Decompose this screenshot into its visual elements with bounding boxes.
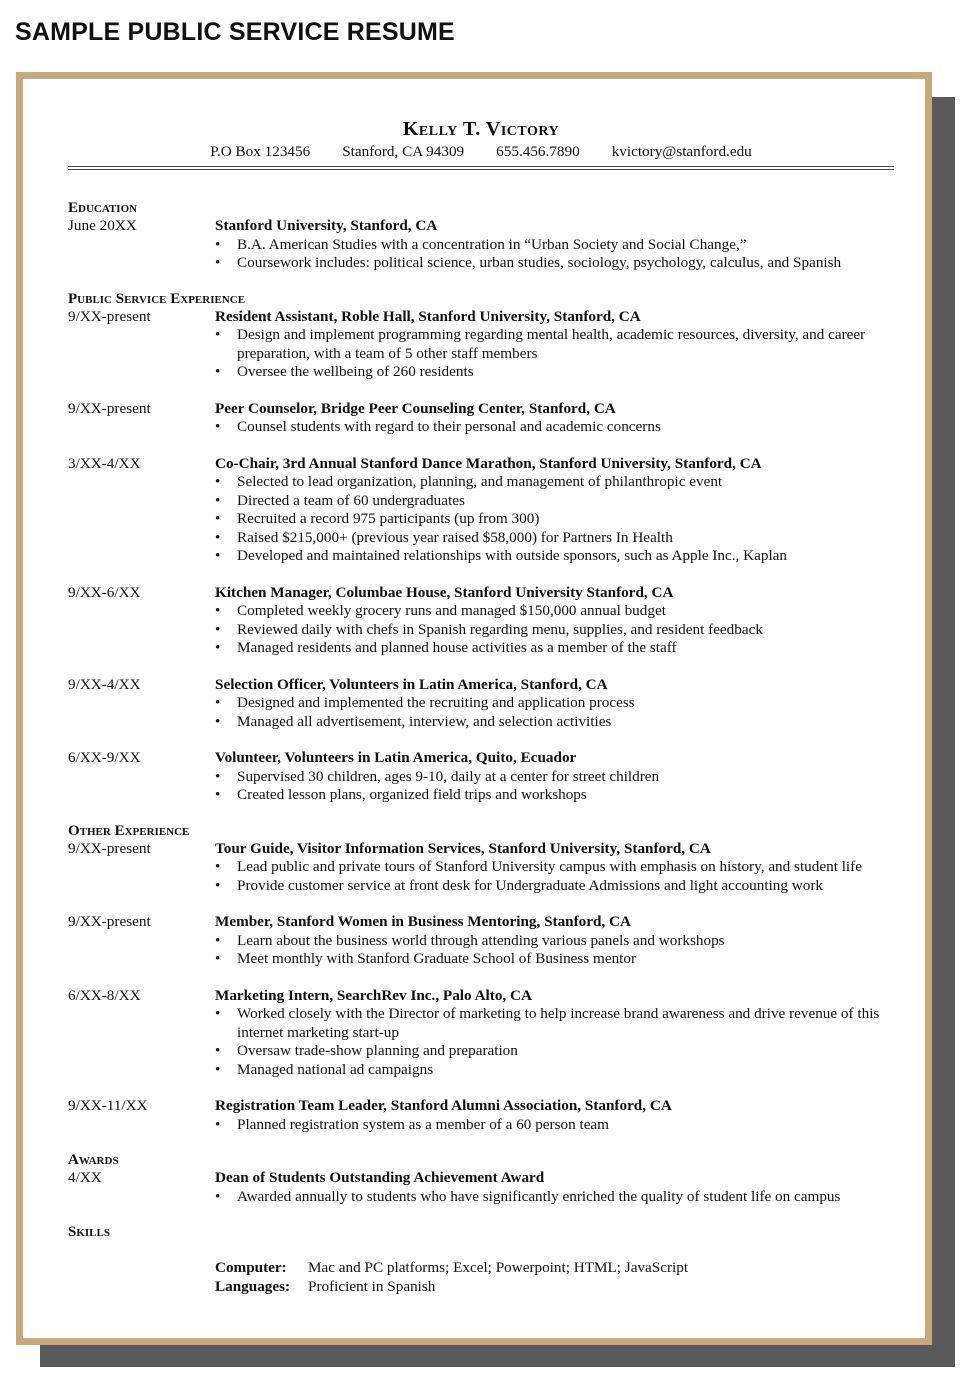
entry-title: Peer Counselor, Bridge Peer Counseling Center, Stanford, CA — [215, 399, 616, 417]
bullet: • Designed and implemented the recruiting and application process — [215, 694, 894, 713]
entry-title: Marketing Intern, SearchRev Inc., Palo Alto, CA — [215, 986, 532, 1004]
bullet: • Coursework includes: political science, urban studies, sociology, psychology, calculus, and Spanish — [215, 254, 894, 273]
contact-phone: 655.456.7890 — [496, 143, 580, 160]
entry-date: 9/XX-present — [68, 913, 151, 930]
skill-row-languages — [215, 1278, 894, 1297]
entry-date: June 20XX — [68, 217, 137, 234]
entry-title: Selection Officer, Volunteers in Latin America, Stanford, CA — [215, 675, 608, 693]
contact-email: kvictory@stanford.edu — [611, 143, 752, 160]
section-heading-public-service: Public Service Experience — [68, 290, 246, 307]
entry-title: Dean of Students Outstanding Achievement Award — [215, 1169, 545, 1186]
bullet: • Learn about the business world through attending various panels and workshops — [215, 932, 894, 951]
entry-title: Volunteer, Volunteers in Latin America, Quito, Ecuador — [215, 749, 577, 766]
bullet: • B.A. American Studies with a concentration in “Urban Society and Social Change,” — [215, 236, 894, 255]
bullet: • Awarded annually to students who have significantly enriched the quality of student life on campus — [215, 1188, 894, 1207]
header-divider — [68, 166, 894, 170]
entry-title: Stanford University, Stanford, CA — [215, 217, 438, 234]
bullet: • Developed and maintained relationships with outside sponsors, such as Apple Inc., Kaplan — [215, 547, 894, 566]
contact-city: Stanford, CA 94309 — [342, 143, 465, 160]
contact-address: P.O Box 123456 — [210, 143, 311, 160]
entry-date: 9/XX-present — [68, 839, 151, 857]
bullet: • Lead public and private tours of Stanford University campus with emphasis on history, and student life — [215, 858, 894, 877]
bullet: • Counsel students with regard to their personal and academic concerns — [215, 418, 894, 437]
entry-title: Co-Chair, 3rd Annual Stanford Dance Marathon, Stanford University, Stanford, CA — [215, 454, 762, 472]
bullet: • Directed a team of 60 undergraduates — [215, 492, 894, 511]
experience-entry — [68, 913, 894, 969]
bullet: • Provide customer service at front desk for Undergraduate Admissions and light accounting work — [215, 877, 894, 896]
education-entry — [68, 217, 894, 273]
experience-entry — [68, 584, 894, 658]
skill-value: Mac and PC platforms; Excel; Powerpoint; HTML; JavaScript — [308, 1259, 689, 1276]
entry-date: 4/XX — [68, 1169, 102, 1186]
bullet: • Managed all advertisement, interview, and selection activities — [215, 713, 894, 732]
candidate-name: Kelly T. Victory — [402, 118, 560, 140]
entry-date: 9/XX-present — [68, 307, 151, 325]
entry-title: Resident Assistant, Roble Hall, Stanford University, Stanford, CA — [215, 307, 641, 325]
page-title: SAMPLE PUBLIC SERVICE RESUME — [15, 18, 455, 46]
bullet: • Worked closely with the Director of marketing to help increase brand awareness and drive revenue of this internet marketing start-up — [215, 1005, 894, 1042]
entry-title: Kitchen Manager, Columbae House, Stanford University Stanford, CA — [215, 583, 674, 601]
entry-date: 6/XX-8/XX — [68, 986, 141, 1004]
bullet: • Raised $215,000+ (previous year raised $58,000) for Partners In Health — [215, 529, 894, 548]
entry-date: 6/XX-9/XX — [68, 749, 141, 766]
skill-value: Proficient in Spanish — [308, 1277, 436, 1295]
resume-frame — [16, 72, 932, 1345]
section-heading-other-experience: Other Experience — [68, 822, 190, 839]
section-heading-skills: Skills — [68, 1224, 110, 1240]
bullet: • Managed residents and planned house activities as a member of the staff — [215, 639, 894, 658]
experience-entry — [68, 749, 894, 805]
contact-line — [68, 143, 894, 161]
skills-entry — [68, 1259, 894, 1296]
entry-date: 9/XX-present — [68, 399, 151, 417]
entry-date: 9/XX-4/XX — [68, 675, 141, 693]
bullet: • Managed national ad campaigns — [215, 1061, 894, 1080]
bullet: • Oversaw trade-show planning and preparation — [215, 1042, 894, 1061]
bullet: • Selected to lead organization, planning, and management of philanthropic event — [215, 473, 894, 492]
bullet: • Recruited a record 975 participants (up from 300) — [215, 510, 894, 529]
entry-date: 3/XX-4/XX — [68, 454, 141, 472]
bullet: • Oversee the wellbeing of 260 residents — [215, 363, 894, 382]
experience-entry — [68, 400, 894, 437]
bullet: • Design and implement programming regarding mental health, academic resources, diversity, and career preparation, with a team of 5 other staff members — [215, 326, 894, 363]
experience-entry — [68, 987, 894, 1080]
bullet: • Supervised 30 children, ages 9-10, daily at a center for street children — [215, 768, 894, 787]
resume-document — [68, 117, 894, 1296]
bullet: • Reviewed daily with chefs in Spanish regarding menu, supplies, and resident feedback — [215, 621, 894, 640]
bullet: • Meet monthly with Stanford Graduate School of Business mentor — [215, 950, 894, 969]
experience-entry — [68, 1097, 894, 1134]
entry-title: Tour Guide, Visitor Information Services, Stanford University, Stanford, CA — [215, 839, 711, 857]
skill-row-computer — [215, 1259, 894, 1278]
skill-label: Languages: — [215, 1277, 291, 1295]
bullet: • Created lesson plans, organized field trips and workshops — [215, 786, 894, 805]
entry-title: Registration Team Leader, Stanford Alumni Association, Stanford, CA — [215, 1097, 672, 1114]
section-heading-education: Education — [68, 200, 138, 216]
entry-title: Member, Stanford Women in Business Mentoring, Stanford, CA — [215, 913, 631, 930]
experience-entry — [68, 676, 894, 732]
award-entry — [68, 1169, 894, 1206]
experience-entry — [68, 840, 894, 896]
bullet: • Planned registration system as a member of a 60 person team — [215, 1116, 894, 1135]
experience-entry — [68, 308, 894, 382]
experience-entry — [68, 455, 894, 566]
skill-label: Computer: — [215, 1259, 287, 1276]
entry-date: 9/XX-11/XX — [68, 1097, 148, 1114]
section-heading-awards: Awards — [68, 1152, 119, 1168]
entry-date: 9/XX-6/XX — [68, 583, 141, 601]
bullet: • Completed weekly grocery runs and managed $150,000 annual budget — [215, 602, 894, 621]
